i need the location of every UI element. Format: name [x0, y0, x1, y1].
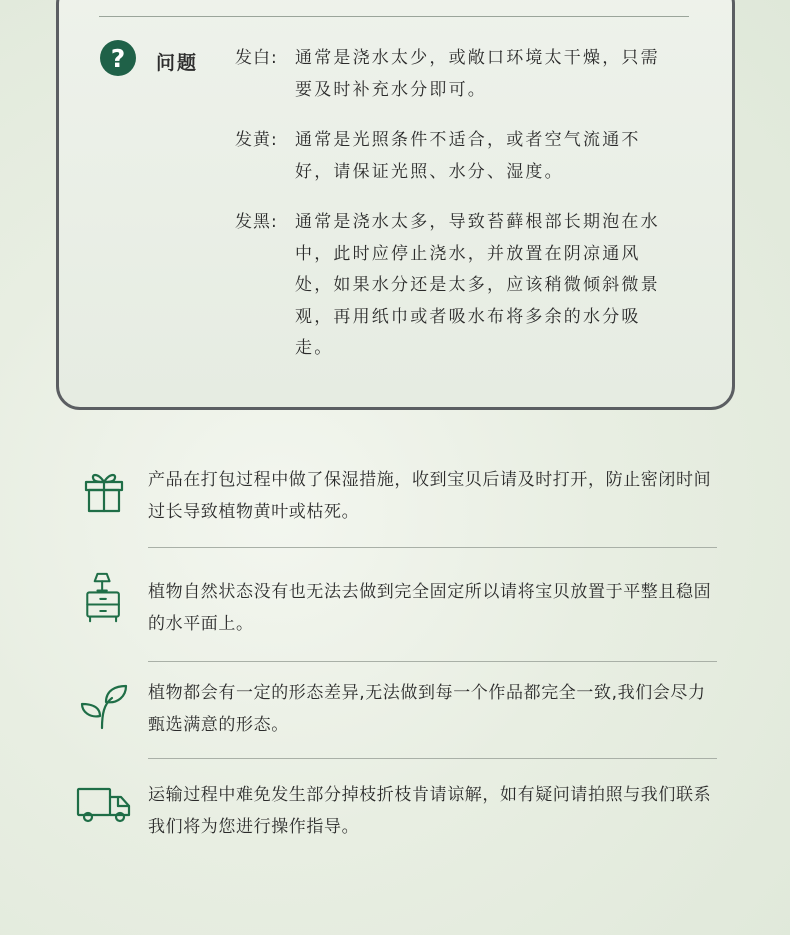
divider	[148, 758, 717, 759]
gift-box-icon	[76, 464, 132, 516]
faq-item-label: 发白:	[235, 48, 278, 68]
card-top-divider	[99, 16, 689, 17]
faq-card	[56, 0, 735, 410]
note-text: 植物都会有一定的形态差异,无法做到每一个作品都完全一致,我们会尽力甄选满意的形态。	[148, 683, 706, 735]
faq-item-label: 发黄:	[235, 130, 278, 150]
note-text: 植物自然状态没有也无法去做到完全固定所以请将宝贝放置于平整且稳固的水平面上。	[148, 582, 712, 634]
note-text: 运输过程中难免发生部分掉枝折枝肯请谅解，如有疑问请拍照与我们联系我们将为您进行操作指导。	[148, 785, 712, 837]
lamp-cabinet-icon	[76, 572, 132, 624]
note-text: 产品在打包过程中做了保湿措施，收到宝贝后请及时打开，防止密闭时间过长导致植物黄叶或枯死。	[148, 470, 712, 522]
faq-item-text: 通常是浇水太少，或敞口环境太干燥，只需要及时补充水分即可。	[295, 48, 660, 100]
question-icon: ?	[100, 40, 136, 76]
faq-item-text: 通常是浇水太多，导致苔藓根部长期泡在水中，此时应停止浇水，并放置在阴凉通风处，如果水分还是太多，应该稍微倾斜微景观，再用纸巾或者吸水布将多余的水分吸走。	[295, 212, 660, 358]
divider	[148, 661, 717, 662]
delivery-truck-icon	[76, 779, 132, 831]
faq-item-text: 通常是光照条件不适合，或者空气流通不好，请保证光照、水分、湿度。	[295, 130, 641, 182]
faq-title: 问题	[156, 52, 199, 74]
sprout-icon	[76, 680, 132, 732]
divider	[148, 547, 717, 548]
faq-item-label: 发黑:	[235, 212, 278, 232]
